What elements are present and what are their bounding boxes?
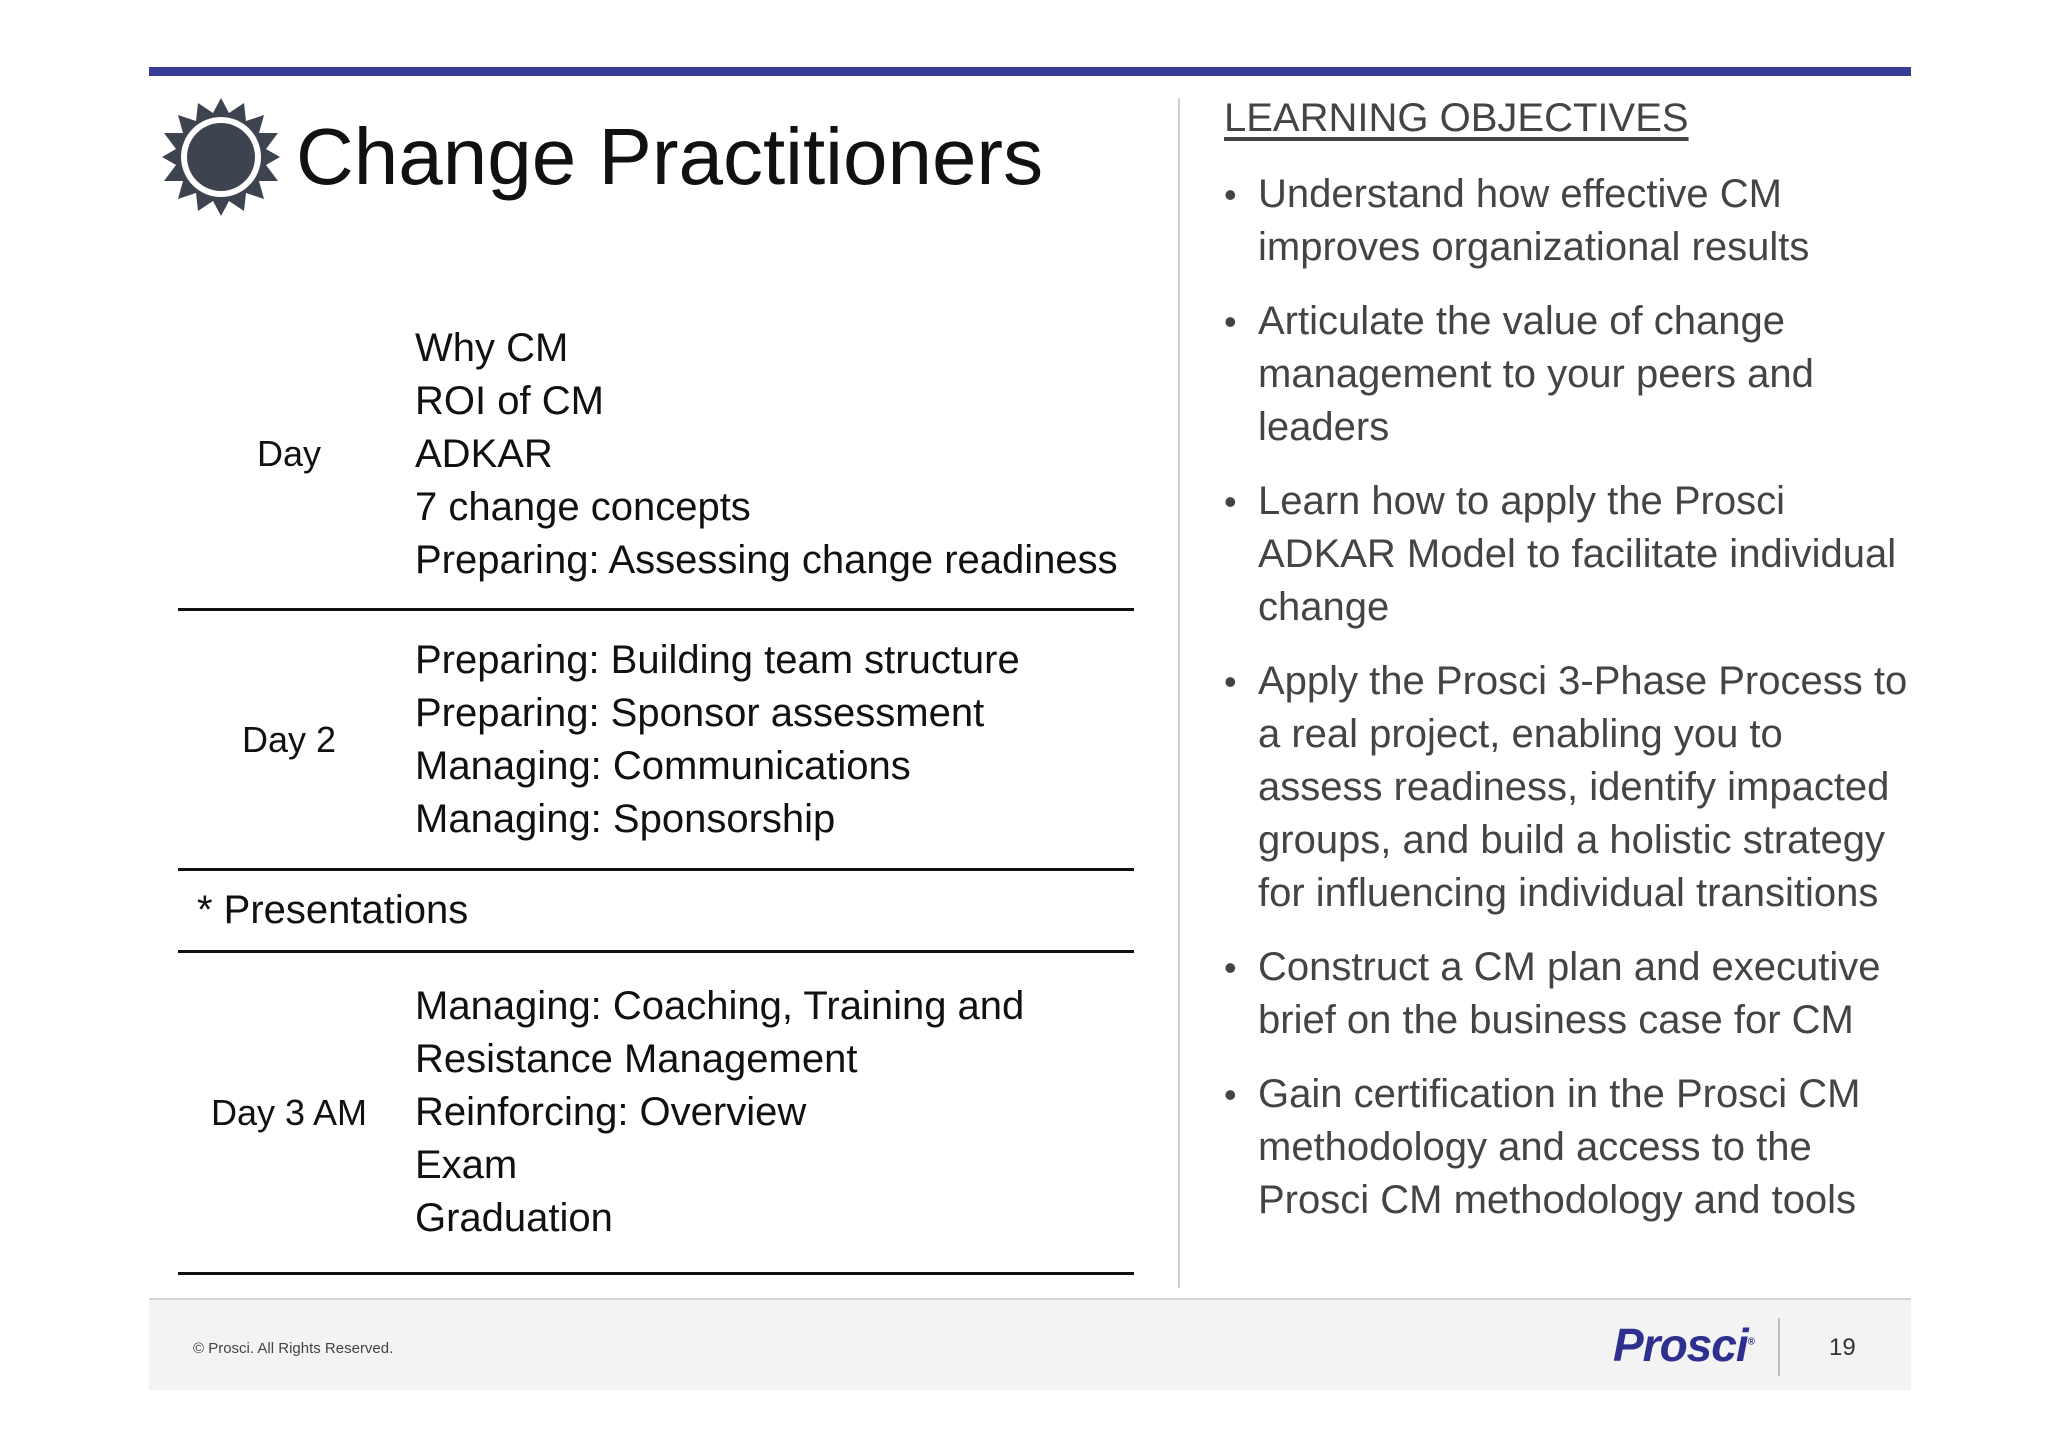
presentations-label: * Presentations: [197, 888, 469, 932]
day-label: Day: [256, 433, 322, 474]
bullet-icon: •: [1224, 301, 1237, 342]
topic-item: Resistance Management: [415, 1037, 858, 1081]
objective-item: [1224, 295, 1914, 454]
topic-item: Reinforcing: Overview: [415, 1090, 807, 1134]
topic-item: Preparing: Sponsor assessment: [415, 690, 985, 735]
footer-divider: [1778, 1318, 1780, 1376]
objective-text: Construct a CM plan and executive brief on the business case for CM: [1258, 945, 1881, 1042]
topic-list: [415, 611, 1134, 868]
topic-item: Exam: [415, 1143, 518, 1187]
objective-text: Learn how to apply the Prosci ADKAR Model to facilitate individual change: [1258, 479, 1897, 629]
bullet-icon: •: [1224, 1074, 1237, 1115]
title-area: [162, 98, 1043, 216]
objectives-list: [1224, 168, 1914, 1248]
topic-item: ADKAR: [415, 431, 553, 476]
prosci-logo: [1613, 1318, 1754, 1372]
topic-list: [415, 300, 1134, 608]
page-title: Change Practitioners: [296, 112, 1044, 201]
registered-mark-icon: ®: [1747, 1336, 1755, 1348]
agenda-row-day-1: [178, 300, 1134, 611]
topic-item: Preparing: Assessing change readiness: [415, 537, 1118, 582]
objective-text: Apply the Prosci 3-Phase Process to a real project, enabling you to assess readiness, identify impacted groups, and build a holistic strategy for influencing individual transitions: [1258, 659, 1908, 915]
bullet-icon: •: [1224, 481, 1237, 522]
bullet-icon: •: [1224, 174, 1237, 215]
logo-text: Prosci: [1613, 1319, 1748, 1371]
objective-item: [1224, 655, 1914, 920]
topic-item: Why CM: [415, 325, 569, 370]
copyright-text: © Prosci. All Rights Reserved.: [193, 1340, 394, 1357]
objective-item: [1224, 168, 1914, 274]
bullet-icon: •: [1224, 947, 1237, 988]
day-label: Day 3 AM: [210, 1091, 368, 1133]
objective-text: Gain certification in the Prosci CM methodology and access to the Prosci CM methodology and tools: [1258, 1072, 1861, 1222]
agenda-row-presentations: [178, 871, 1134, 953]
topic-item: Managing: Coaching, Training and: [415, 984, 1025, 1028]
gear-icon: [162, 98, 280, 216]
objective-text: Articulate the value of change management to your peers and leaders: [1258, 299, 1814, 449]
objective-item: [1224, 475, 1914, 634]
topic-item: Graduation: [415, 1196, 613, 1240]
objective-item: [1224, 1068, 1914, 1227]
objectives-heading: LEARNING OBJECTIVES: [1224, 96, 1689, 140]
objective-text: Understand how effective CM improves organizational results: [1258, 172, 1810, 269]
topic-item: Managing: Sponsorship: [415, 796, 836, 841]
bullet-icon: •: [1224, 661, 1237, 702]
header-accent-bar: [149, 67, 1911, 76]
column-divider: [1178, 98, 1180, 1288]
agenda-row-day-3: [178, 953, 1134, 1275]
agenda-row-day-2: [178, 611, 1134, 871]
page-number: 19: [1829, 1334, 1856, 1361]
topic-list: [415, 953, 1134, 1272]
topic-item: Preparing: Building team structure: [415, 637, 1020, 682]
day-label: Day 2: [241, 718, 337, 760]
objective-item: [1224, 941, 1914, 1047]
agenda-table: [178, 300, 1134, 1275]
footer: [149, 1298, 1911, 1390]
topic-item: Managing: Communications: [415, 743, 911, 788]
topic-item: ROI of CM: [415, 378, 604, 423]
topic-item: 7 change concepts: [415, 484, 751, 529]
